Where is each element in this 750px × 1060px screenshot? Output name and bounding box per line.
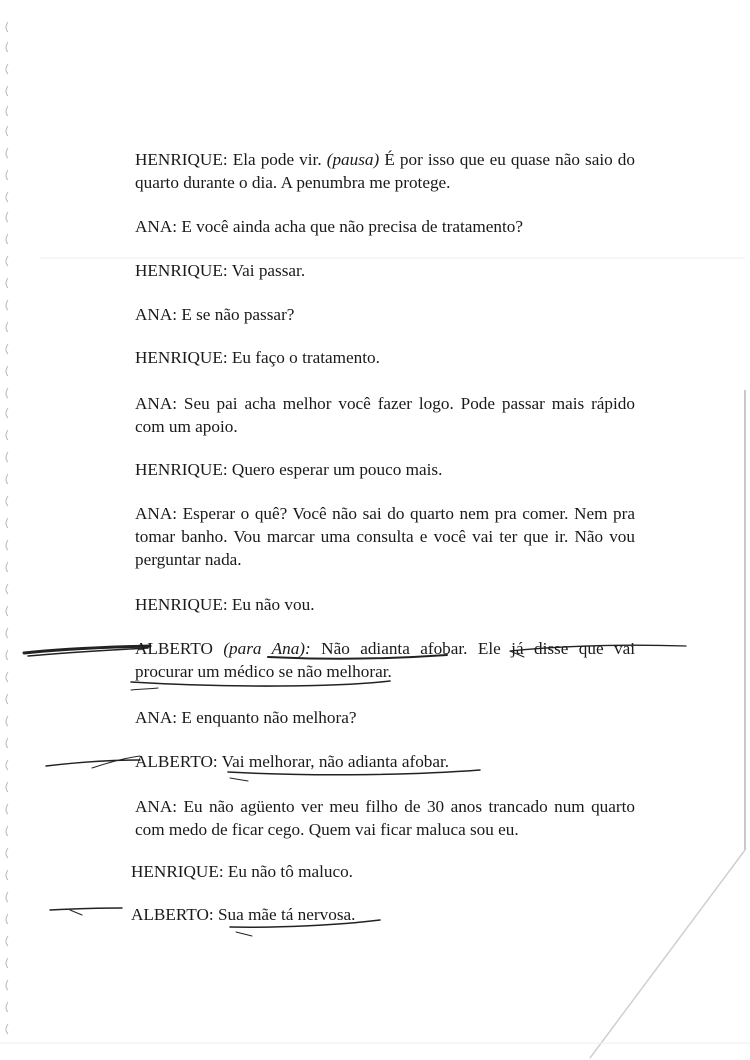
speaker-name: ANA:	[135, 305, 178, 324]
dialogue-line	[135, 750, 635, 773]
binder-edge-marks	[6, 22, 8, 1034]
speaker-name: ALBERTO:	[131, 905, 214, 924]
dialogue-text: Eu não vou.	[227, 595, 315, 614]
dialogue-text: Eu não tô maluco.	[223, 862, 353, 881]
dialogue-line	[135, 593, 635, 616]
stage-direction: (para Ana):	[223, 639, 311, 658]
dialogue-line	[135, 259, 635, 282]
speaker-name: ANA:	[135, 708, 178, 727]
dialogue-text: Eu não agüento ver meu filho de 30 anos trancado num quarto com medo de ficar cego. Quem vai ficar maluca sou eu.	[135, 797, 635, 839]
dialogue-text: E você ainda acha que não precisa de tratamento?	[177, 217, 523, 236]
speaker-name: HENRIQUE:	[135, 460, 228, 479]
speaker-name: ANA:	[135, 217, 178, 236]
speaker-name: ANA:	[135, 394, 178, 413]
dialogue-line	[135, 706, 635, 729]
dialogue-text: É por isso que eu quase não saio do quarto durante o dia. A penumbra me protege.	[135, 150, 635, 192]
dialogue-line	[135, 458, 635, 481]
speaker-name: ANA:	[135, 504, 178, 523]
dialogue-line	[135, 303, 635, 326]
dialogue-text: Seu pai acha melhor você fazer logo. Pode passar mais rápido com um apoio.	[135, 394, 635, 436]
dialogue-text: Sua mãe tá nervosa.	[213, 905, 356, 924]
dialogue-line	[135, 215, 635, 238]
speaker-name: ANA:	[135, 797, 178, 816]
speaker-name: HENRIQUE:	[135, 348, 228, 367]
dialogue-text: E se não passar?	[177, 305, 295, 324]
speaker-name: ALBERTO:	[135, 752, 218, 771]
speaker-name: HENRIQUE:	[131, 862, 224, 881]
dialogue-line	[135, 346, 635, 369]
dialogue-line	[135, 637, 635, 683]
stage-direction: (pausa)	[326, 150, 380, 169]
speaker-name: ALBERTO	[135, 639, 213, 658]
dialogue-line	[135, 392, 635, 438]
dialogue-line	[131, 903, 631, 926]
dialogue-text: E enquanto não melhora?	[177, 708, 357, 727]
dialogue-text: Quero esperar um pouco mais.	[227, 460, 443, 479]
dialogue-text: Eu faço o tratamento.	[227, 348, 380, 367]
dialogue-text	[213, 639, 223, 658]
dialogue-text: Esperar o quê? Você não sai do quarto nem pra comer. Nem pra tomar banho. Vou marcar uma consulta e você vai ter que ir. Não vou perguntar nada.	[135, 504, 635, 569]
dialogue-text: Ela pode vir.	[227, 150, 327, 169]
dialogue-line	[135, 148, 635, 194]
dialogue-text: Vai melhorar, não adianta afobar.	[217, 752, 450, 771]
speaker-name: HENRIQUE:	[135, 595, 228, 614]
dialogue-line	[135, 795, 635, 841]
dialogue-line	[135, 502, 635, 571]
speaker-name: HENRIQUE:	[135, 261, 228, 280]
dialogue-text: Vai passar.	[227, 261, 306, 280]
speaker-name: HENRIQUE:	[135, 150, 228, 169]
dialogue-line	[131, 860, 631, 883]
dialogue-text: Não adianta afobar. Ele já disse que vai procurar um médico se não melhorar.	[135, 639, 635, 681]
